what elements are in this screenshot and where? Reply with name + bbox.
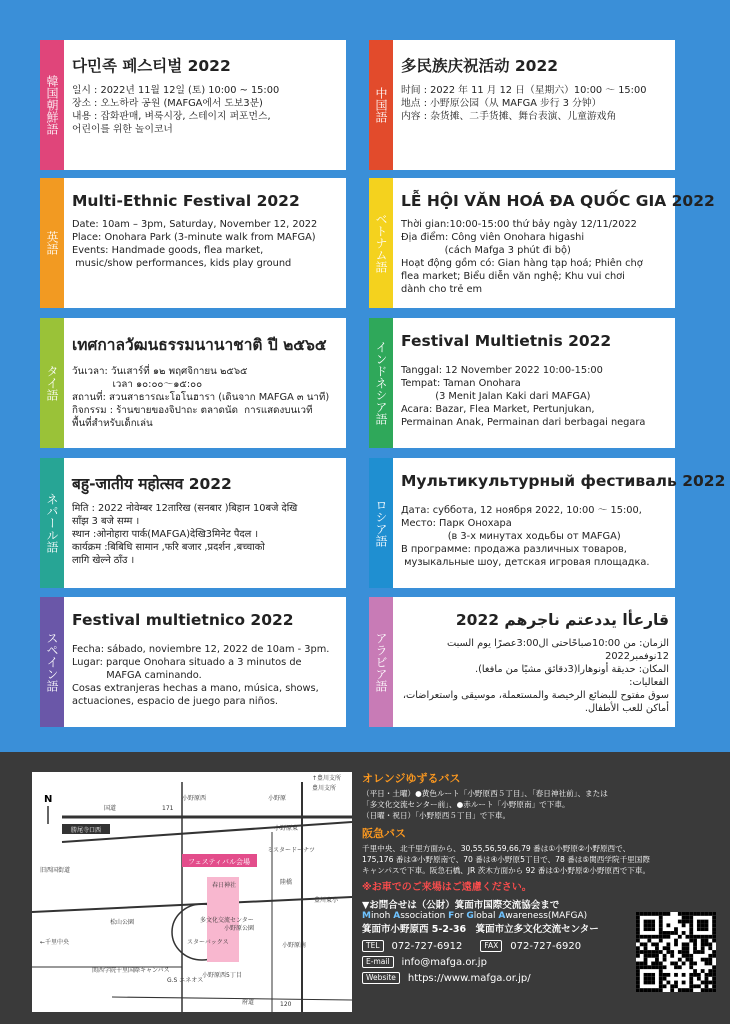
map-label: 府道 <box>242 999 255 1006</box>
map-label: 多文化交流センター <box>200 917 254 924</box>
mafga-name-part: A <box>393 911 401 921</box>
card-line: (3 Menit Jalan Kaki dari MAFGA) <box>401 391 591 402</box>
card-line: سوق مفتوح للبضائع الرخيصة والمستعملة، موسيقى واستعراضات، <box>402 690 669 701</box>
card-content <box>72 326 340 442</box>
card-title: Festival multietnico 2022 <box>72 611 294 629</box>
bus1-line: 「多文化交流センター前」、●赤ルート「小野原南」で下車。 <box>362 800 570 809</box>
language-tab: スペイン語 <box>40 597 64 727</box>
access-panel <box>0 752 730 1024</box>
language-card <box>40 597 346 727</box>
bus2-line: 175,176 番は③小野原南で、70 番は④小野原5丁目で、78 番は⑤関西学院千里国際 <box>362 855 650 864</box>
card-title: Мультикультурный фестиваль 2022 <box>401 472 726 490</box>
card-line: स्थान :ओनोहारा पार्क(MAFGA)देखि3मिनेट पैदल । <box>72 529 259 540</box>
card-line: Địa điểm: Công viên Onohara higashi <box>401 232 585 243</box>
card-line: dành cho trẻ em <box>401 284 483 295</box>
language-tab: ネパール語 <box>40 458 64 588</box>
card-line: Lugar: parque Onohara situado a 3 minutos de <box>72 657 302 668</box>
map-label-shoji: 勝尾寺口西 <box>70 827 102 834</box>
card-content <box>401 186 715 302</box>
mafga-name-part: ssociation <box>400 911 449 921</box>
card-line: (в 3-х минутах ходьбы от MAFGA) <box>401 531 621 542</box>
language-card <box>40 40 346 170</box>
card-line: actuaciones, espacio de juego para niños. <box>72 696 279 707</box>
card-line: الفعاليات: <box>629 677 669 688</box>
map-label: 国道 <box>104 805 117 812</box>
language-tab: 英語 <box>40 178 64 308</box>
map-label: スターバックス <box>187 939 229 946</box>
map-label: 小野原南 <box>282 942 307 949</box>
card-line: Tanggal: 12 November 2022 10:00-15:00 <box>401 365 603 376</box>
bus2-line: キャンパスで下車。阪急石橋、JR 茨木方面から 92 番は①小野原②小野原西で下車。 <box>362 866 651 875</box>
card-line: أماكن للعب الأطفال. <box>584 703 669 714</box>
website-badge: Website <box>362 972 400 984</box>
mafga-name-part: lobal <box>473 911 499 921</box>
mafga-name-part: or <box>454 911 467 921</box>
card-content <box>401 326 669 442</box>
map-label: 小野原西 <box>182 795 207 802</box>
card-content <box>401 48 669 164</box>
bus2-line: 千里中央、北千里方面から、30,55,56,59,66,79 番は①小野原②小野原西で、 <box>362 844 631 853</box>
card-line: Permainan Anak, Permainan dari berbagai negara <box>401 417 646 428</box>
card-line: 내용 : 잡화판매, 벼룩시장, 스테이지 퍼포먼스, <box>72 111 271 122</box>
card-title: 다민족 페스티벌 2022 <box>72 57 231 75</box>
card-line: flea market; Biểu diễn văn nghệ; Khu vui chơi <box>401 271 625 282</box>
mafga-name-part: A <box>498 911 506 921</box>
card-line: Место: Парк Онохара <box>401 518 512 529</box>
language-tab: ベトナム語 <box>369 178 393 308</box>
card-line: المكان: حديقة أونوهارا(3دقائق مشيًا من مافغا). <box>475 664 669 675</box>
card-line: कार्यक्रम :बिबिधि सामान ,फरि बजार ,प्रदर्शन ,बच्चाको <box>72 542 265 553</box>
card-line: В программе: продажа различных товаров, <box>401 544 627 555</box>
mafga-name-part: G <box>466 911 474 921</box>
card-title: قارعأا يددعتم ناجرهم 2022 <box>455 611 669 629</box>
map-label: 松山公園 <box>110 919 135 926</box>
language-tab: アラビア語 <box>369 597 393 727</box>
card-content <box>72 48 340 164</box>
map-label: 小野原 <box>268 795 287 802</box>
map-label: 陸橋 <box>280 879 293 886</box>
map-label: ←千里中央 <box>40 939 70 946</box>
fax-badge: FAX <box>480 940 502 952</box>
tel-badge: TEL <box>362 940 384 952</box>
card-line: साँझ 3 बजे सम्म । <box>72 516 140 527</box>
email-link[interactable]: info@mafga.or.jp <box>401 956 487 968</box>
card-line: เวลา ๑๐:๐๐～๑๕:๐๐ <box>72 379 203 390</box>
language-card <box>369 458 726 588</box>
orange-bus-title: オレンジゆずるバス <box>362 772 461 785</box>
card-line: الزمان: من 10:00صباحًاحتى ال3:00عصرًا يوم السبت 12نوفمبر2022 <box>443 638 669 662</box>
card-title: 多民族庆祝活动 2022 <box>401 57 559 75</box>
card-line: 内容 : 杂货摊、二手货摊、舞台表演、儿童游戏角 <box>401 111 617 122</box>
map-label: 関西学院千里国際キャンパス <box>92 967 170 974</box>
language-tab: タイ語 <box>40 318 64 448</box>
map-label: 豊川支所 <box>312 785 337 792</box>
card-content <box>72 466 340 582</box>
card-line: Events: Handmade goods, flea market, <box>72 245 264 256</box>
map-label: ミスタードーナツ <box>267 847 315 854</box>
card-line: music/show performances, kids play ground <box>72 258 292 269</box>
mafga-name-part: F <box>448 911 455 921</box>
bus1-line: （日曜・祝日）「小野原西５丁目」で下車。 <box>362 811 511 820</box>
card-line: Дата: суббота, 12 ноября 2022, 10:00 ～ 15:00, <box>401 505 642 516</box>
card-line: วันเวลา: วันเสาร์ที่ ๑๒ พฤศจิกายน ๒๕๖๕ <box>72 366 248 377</box>
language-card <box>40 458 346 588</box>
map-label: ↑豊川支所 <box>312 775 342 782</box>
map-label: 小野原東 <box>274 825 299 832</box>
map-label: 豊川東小 <box>314 897 339 904</box>
card-line: Thời gian:10:00-15:00 thứ bảy ngày 12/11/2022 <box>401 219 637 230</box>
card-title: เทศกาลวัฒนธรรมนานาชาติ ปี ๒๕๖๕ <box>72 336 327 354</box>
card-title: LỄ HỘI VĂN HOÁ ĐA QUỐC GIA 2022 <box>401 192 715 210</box>
card-line: 일시 : 2022년 11월 12일 (토) 10:00 ~ 15:00 <box>72 85 280 96</box>
card-line: กิจกรรม : ร้านขายของจิปาถะ ตลาดนัด การแสดงบนเวที <box>72 405 313 416</box>
card-line: Acara: Bazar, Flea Market, Pertunjukan, <box>401 404 595 415</box>
card-line: मिति : 2022 नोवेम्बर 12तारिख (सनबार )बिहान 10बजे देखि <box>72 503 298 514</box>
map-label: G.S エネオス <box>167 977 204 984</box>
language-tab: ロシア語 <box>369 458 393 588</box>
card-title: बहु-जातीय महोत्सव 2022 <box>72 475 232 493</box>
email-badge: E-mail <box>362 956 394 968</box>
map-label: 春日神社 <box>212 882 237 889</box>
card-line: สถานที่: สวนสาธารณะโอโนฮารา (เดินจาก MAFGA ๓ นาที) <box>72 392 330 403</box>
language-card <box>369 597 675 727</box>
language-tab: 中国語 <box>369 40 393 170</box>
card-line: MAFGA caminando. <box>72 670 202 681</box>
card-line: लागि खेल्ने ठाँउ । <box>72 555 135 566</box>
map-label: 旧西国街道 <box>40 867 71 874</box>
map-drawing <box>32 772 352 1012</box>
mafga-name-part: M <box>362 911 371 921</box>
hankyu-bus-title: 阪急バス <box>362 827 406 840</box>
card-line: 地点 : 小野原公园（从 MAFGA 步行 3 分钟） <box>401 98 602 109</box>
festival-venue-label: フェスティバル会場 <box>188 858 250 866</box>
tel-value[interactable]: 072-727-6912 <box>391 940 463 952</box>
map-label: 120 <box>280 1001 292 1008</box>
card-line: Date: 10am – 3pm, Saturday, November 12, 2022 <box>72 219 318 230</box>
card-content <box>72 186 340 302</box>
no-car-notice: ※お車でのご来場はご遠慮ください。 <box>362 882 532 893</box>
bus1-line: （平日・土曜）●黄色ルート「小野原西５丁目」、「春日神社前」、または <box>362 789 608 798</box>
map-label: 小野原西5丁目 <box>202 972 242 979</box>
fax-value: 072-727-6920 <box>510 940 582 952</box>
language-card <box>369 318 675 448</box>
card-line: 장소 : 오노하라 공원 (MAFGA에서 도보3분) <box>72 98 263 109</box>
card-line: Fecha: sábado, noviembre 12, 2022 de 10am - 3pm. <box>72 644 330 655</box>
map-label: 小野原公園 <box>224 925 255 932</box>
mafga-name-part: wareness(MAFGA) <box>505 911 588 921</box>
card-line: Place: Onohara Park (3-minute walk from MAFGA) <box>72 232 316 243</box>
website-link[interactable]: https://www.mafga.or.jp/ <box>407 972 531 984</box>
card-line: พื้นที่สำหรับเด็กเล่น <box>72 418 153 429</box>
card-content <box>72 605 340 721</box>
card-title: Multi-Ethnic Festival 2022 <box>72 192 300 210</box>
card-line: (cách Mafga 3 phút đi bộ) <box>401 245 571 256</box>
card-content <box>401 605 669 721</box>
card-line: Hoạt động gồm có: Gian hàng tạp hoá; Phiên chợ <box>401 258 643 269</box>
card-line: Tempat: Taman Onohara <box>401 378 521 389</box>
language-card <box>369 178 715 308</box>
contact-title: ▼お問合せは（公財）箕面市国際交流協会まで <box>362 900 560 911</box>
card-line: 어린이를 위한 놀이코너 <box>72 124 173 135</box>
card-content <box>401 466 726 582</box>
language-card <box>40 318 346 448</box>
card-line: 时间 : 2022 年 11 月 12 日（星期六）10:00 ～ 15:00 <box>401 85 647 96</box>
card-line: Cosas extranjeras hechas a mano, música, shows, <box>72 683 319 694</box>
north-label: N <box>44 794 53 805</box>
qr-code-icon[interactable] <box>636 912 716 992</box>
language-tab: インドネシア語 <box>369 318 393 448</box>
language-tab: 韓国朝鮮語 <box>40 40 64 170</box>
map-label: 171 <box>162 805 174 812</box>
card-title: Festival Multietnis 2022 <box>401 332 612 350</box>
address: 箕面市小野原西 5-2-36 箕面市立多文化交流センター <box>362 924 599 935</box>
card-line: музыкальные шоу, детская игровая площадка. <box>401 557 650 568</box>
language-card <box>369 40 675 170</box>
language-card <box>40 178 346 308</box>
access-map <box>32 772 352 1012</box>
mafga-name-part: inoh <box>370 911 394 921</box>
